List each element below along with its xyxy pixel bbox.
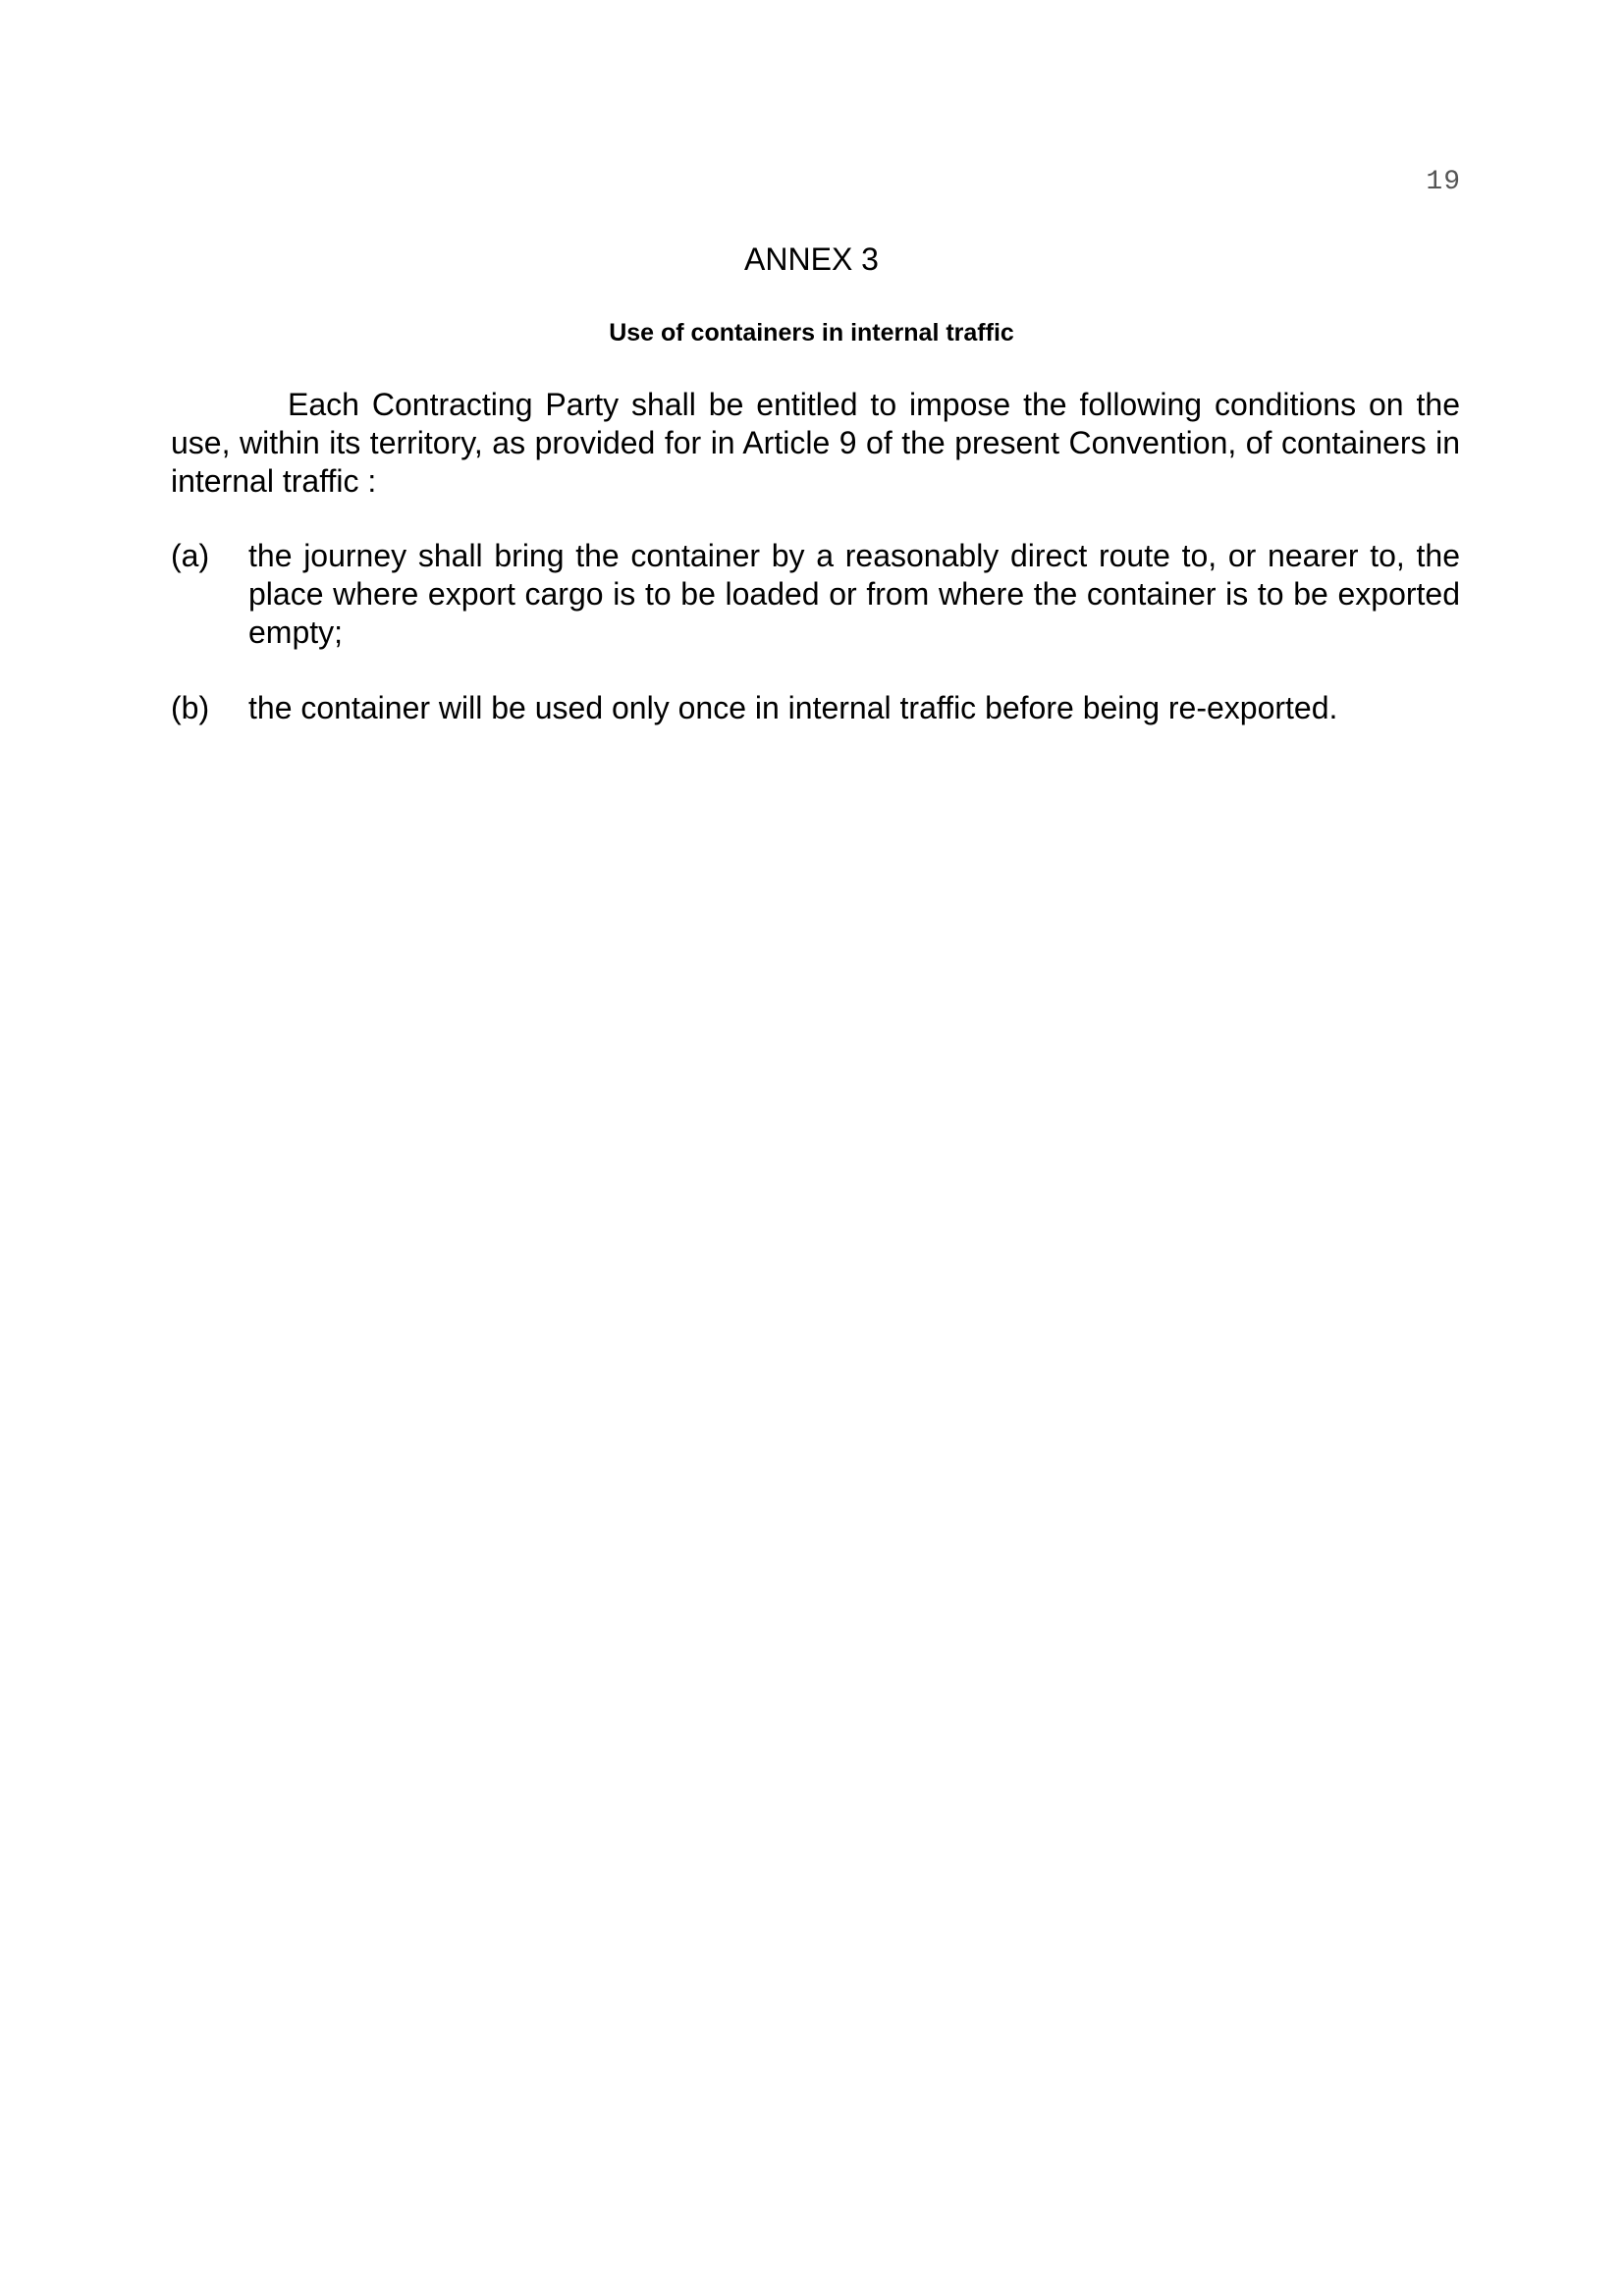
page-number: 19 [1426,167,1461,197]
annex-subtitle: Use of containers in internal traffic [609,319,1014,347]
list-item-marker: (b) [171,690,210,725]
document-body [171,386,1460,765]
list-item [171,689,1460,727]
intro-paragraph: Each Contracting Party shall be entitled to impose the following conditions on the use, within its territory, as provided for in Article 9 of the present Convention, of containers in internal traffic : [171,387,1460,499]
list-item-text: the container will be used only once in internal traffic before being re-exported. [248,690,1338,725]
annex-title: ANNEX 3 [744,241,879,277]
list-item-marker: (a) [171,538,210,573]
list-item-text: the journey shall bring the container by a reasonably direct route to, or nearer to, the place where export cargo is to be loaded or from where the container is to be exported empty; [248,538,1460,650]
list-item [171,537,1460,652]
conditions-list [171,537,1460,727]
